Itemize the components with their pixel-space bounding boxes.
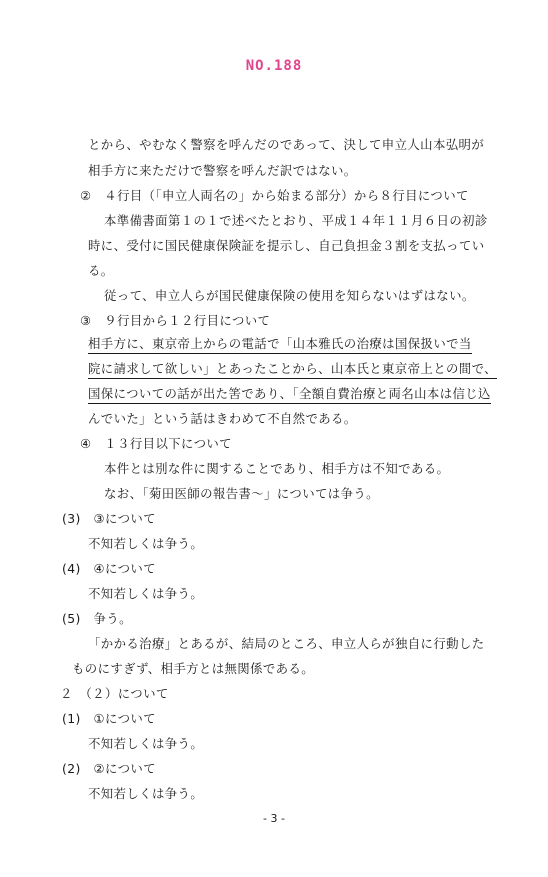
page-number: - 3 - xyxy=(263,812,285,825)
body-line-14: 本件とは別な件に関することであり、相手方は不知である。 xyxy=(104,461,450,476)
item-heading-1: (1) ①について xyxy=(62,711,156,726)
item-heading-5: (5) 争う。 xyxy=(62,611,132,626)
body-line-4: 本準備書面第１の１で述べたとおり、平成１４年１１月６日の初診 xyxy=(104,213,488,228)
body-line-7: 従って、申立人らが国民健康保険の使用を知らないはずはない。 xyxy=(104,288,475,303)
item-heading-2: (2) ②について xyxy=(62,761,156,776)
section-heading-2: ② ４行目（「申立人両名の」から始まる部分）から８行目について xyxy=(80,188,469,203)
body-line-6: る。 xyxy=(88,263,114,278)
body-line-2: 相手方に来ただけで警察を呼んだ訳ではない。 xyxy=(88,163,357,178)
underlined-line-4: んでいた」という話はきわめて不自然である。 xyxy=(88,411,357,426)
section-heading-3: ③ ９行目から１２行目について xyxy=(80,313,271,328)
underlined-line-1: 相手方に、東京帝上からの電話で「山本雅氏の治療は国保扱いで当 xyxy=(88,336,472,354)
page-stamp-number: NO.188 xyxy=(245,58,303,74)
body-line-19: 不知若しくは争う。 xyxy=(88,586,204,601)
body-line-15: なお、「菊田医師の報告書～」については争う。 xyxy=(104,486,379,501)
underlined-line-2: 院に請求して欲しい」とあったことから、山本氏と東京帝上との間で、 xyxy=(88,361,497,379)
body-line-22: ものにすぎず、相手方とは無関係である。 xyxy=(72,661,315,676)
item-heading-4: (4) ④について xyxy=(62,561,156,576)
underlined-line-3: 国保についての話が出た筈であり、「全額自費治療と両名山本は信じ込 xyxy=(88,386,491,404)
body-line-5: 時に、受付に国民健康保険証を提示し、自己負担金３割を支払ってい xyxy=(88,238,485,253)
item-heading-3: (3) ③について xyxy=(62,511,156,526)
body-line-27: 不知若しくは争う。 xyxy=(88,786,204,801)
body-line-21: 「かかる治療」とあるが、結局のところ、申立人らが独自に行動した xyxy=(88,636,485,651)
body-line-25: 不知若しくは争う。 xyxy=(88,736,204,751)
body-line-17: 不知若しくは争う。 xyxy=(88,536,204,551)
section-heading-4: ④ １３行目以下について xyxy=(80,436,232,451)
body-line-1: とから、やむなく警察を呼んだのであって、決して申立人山本弘明が xyxy=(88,137,485,152)
chapter-heading-2: ２ （２）について xyxy=(60,686,169,701)
